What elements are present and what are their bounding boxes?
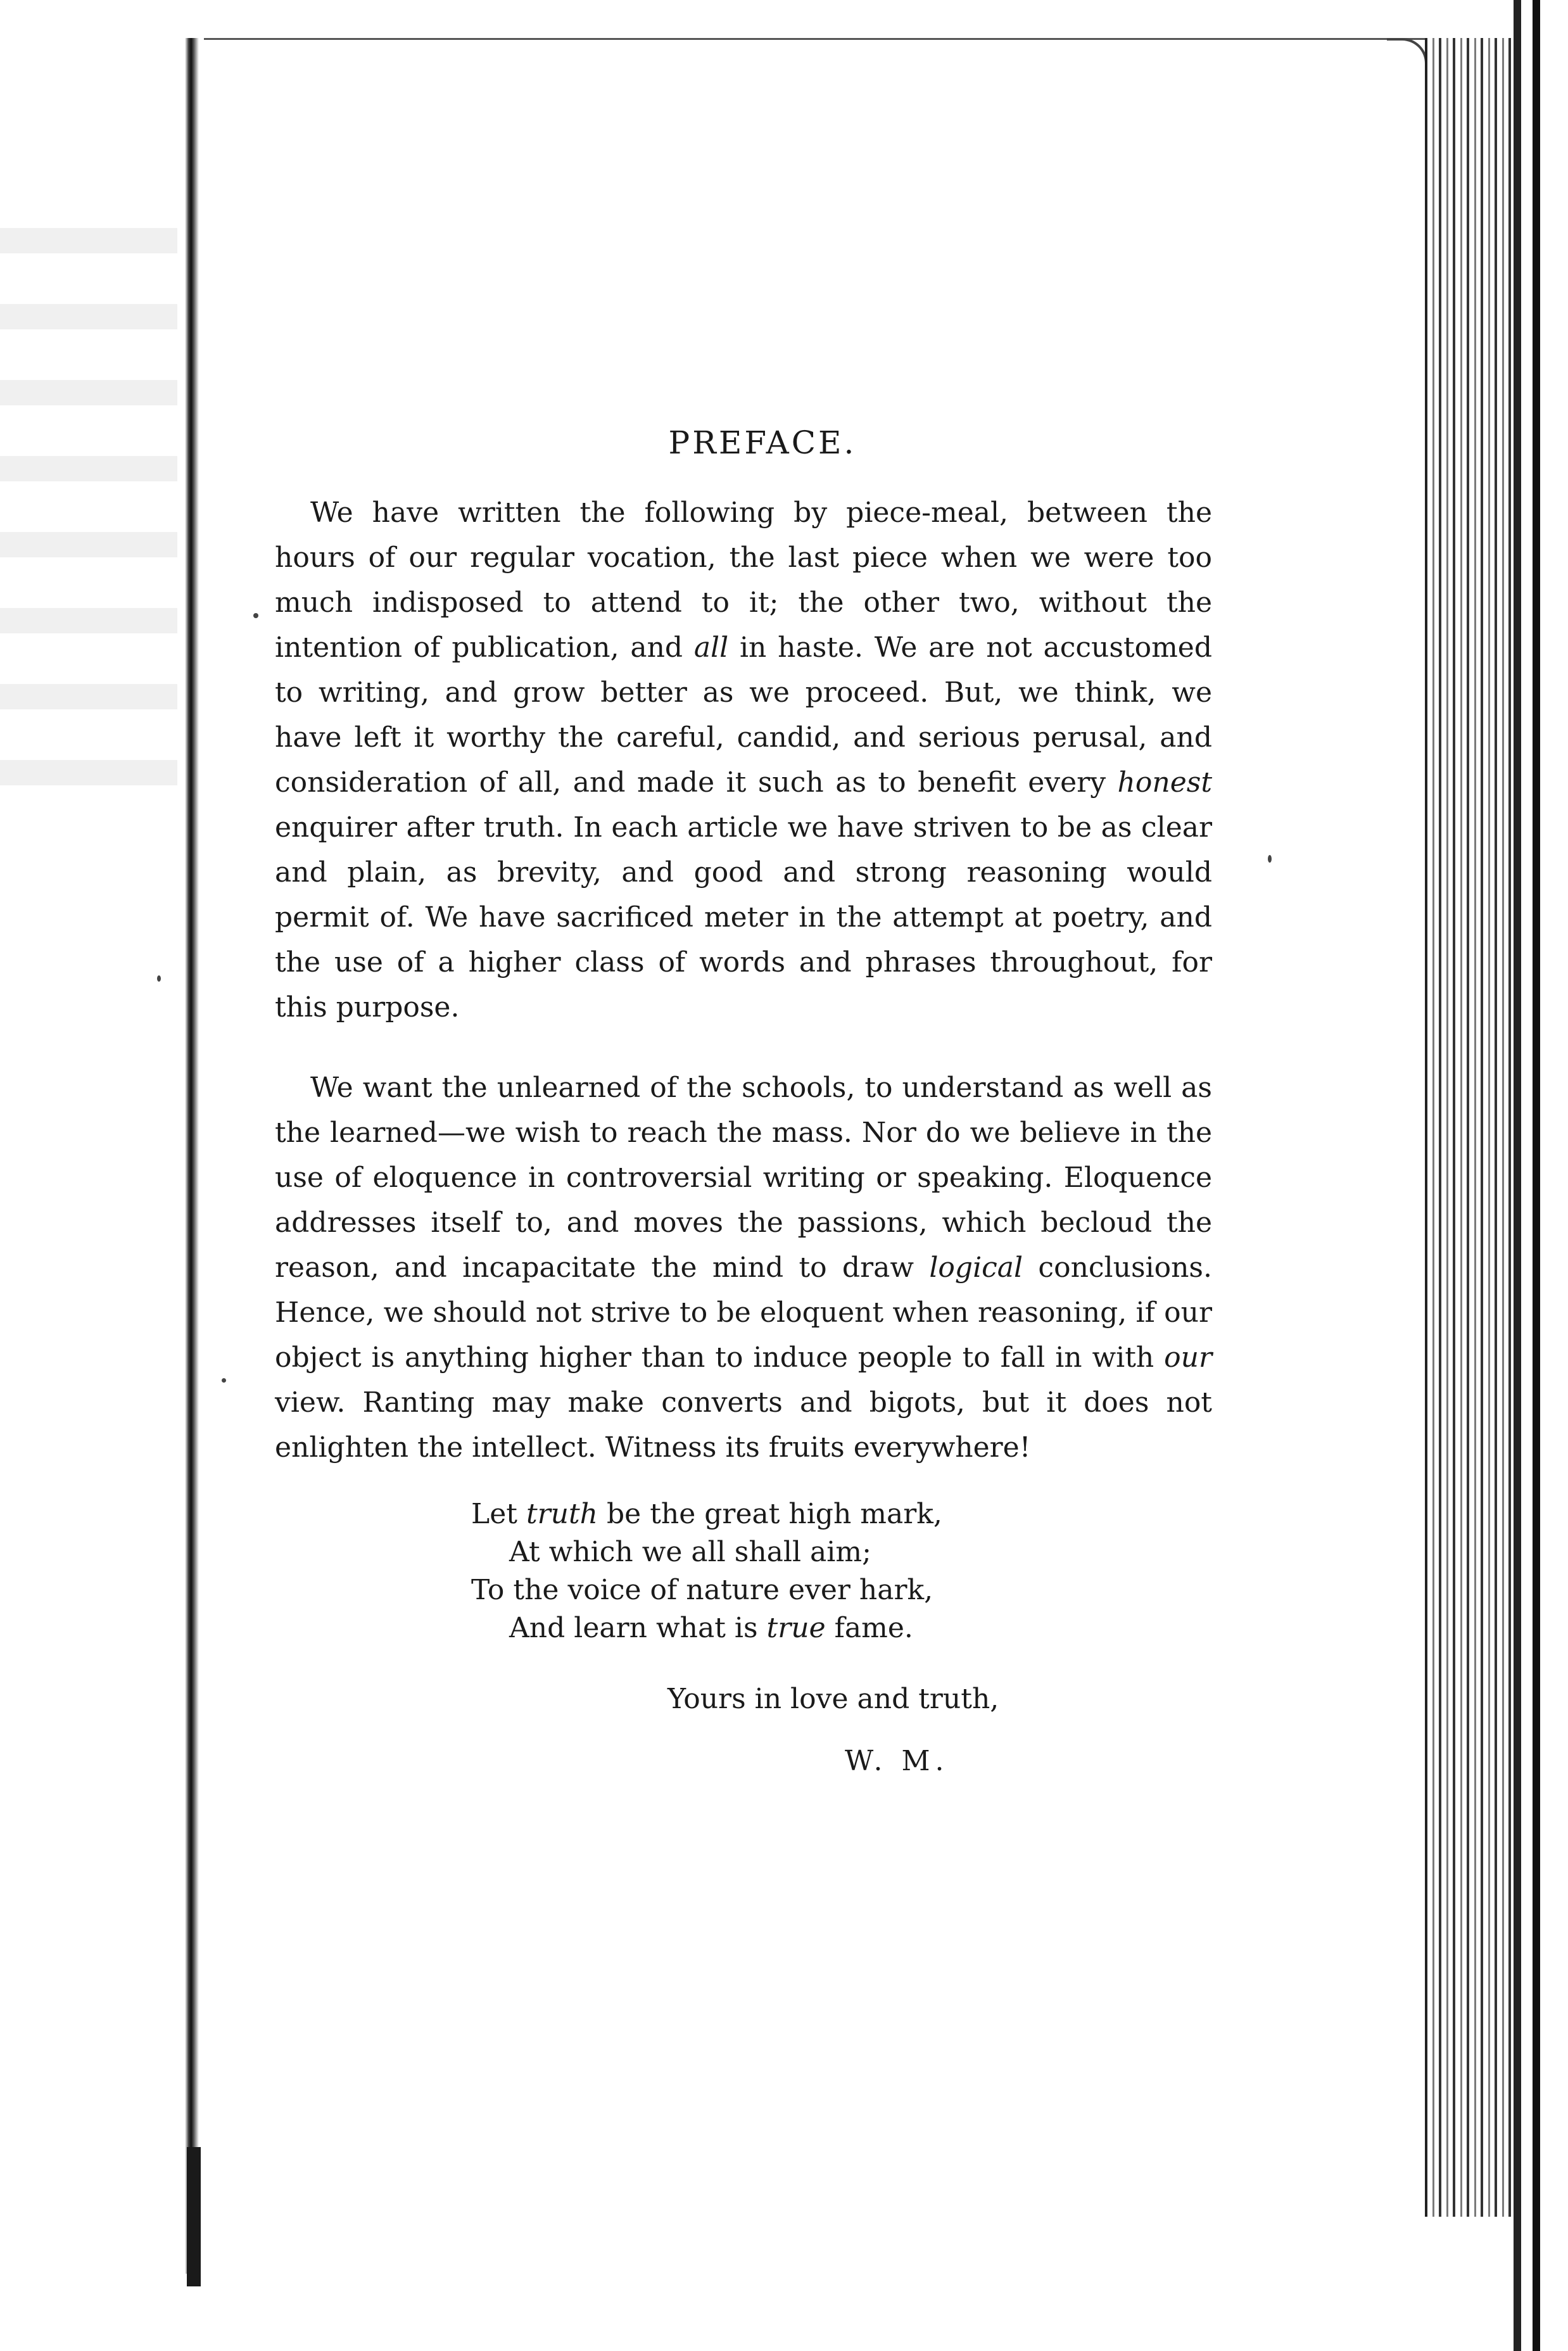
verse-line-4: And learn what is true fame. [509, 1612, 913, 1644]
binding-gutter [185, 38, 204, 2274]
book-cover-edge [1514, 0, 1568, 2351]
italic-emphasis: honest [1117, 766, 1212, 799]
signature: W. M. [845, 1745, 949, 1777]
page-edge-stack [1425, 38, 1516, 2217]
ink-speck [157, 975, 161, 982]
preface-paragraph-2: We want the unlearned of the schools, to understand as well as the learned—we wish to reach the mass. Nor do we believe in the use of eloquence in controversial writing or speaking. Eloquence addresses itself to, and moves the passions, which becloud the reason, and incapacitate the mind to draw logical conclusions. Hence, we should not strive to be eloquent when reasoning, if our object is anything higher than to induce people to fall in with our view. Ranting may make converts and bigots, but it does not enlighten the intellect. Witness its fruits everywhere! [275, 1072, 1213, 1464]
page-title: PREFACE. [668, 424, 857, 461]
preface-paragraph-1: We have written the following by piece-meal, between the hours of our regular vocation, the last piece when we were too much indisposed to attend to it; the other two, without the intention of publication, and all in haste. We are not accustomed to writing, and grow better as we proceed. But, we think, we have left it worthy the careful, candid, and serious perusal, and consideration of all, and made it such as to benefit every honest enquirer after truth. In each article we have striven to be as clear and plain, as brevity, and good and strong reasoning would permit of. We have sacrificed meter in the attempt at poetry, and the use of a higher class of words and phrases throughout, for this purpose. [275, 497, 1213, 1023]
preface-text [275, 424, 1212, 1777]
ink-speck [253, 613, 258, 618]
italic-emphasis: truth [526, 1498, 598, 1530]
ink-speck [1268, 855, 1272, 863]
verse-line-2: At which we all shall aim; [509, 1536, 871, 1568]
italic-emphasis: logical [929, 1252, 1023, 1284]
verse-line-1: Let truth be the great high mark, [471, 1498, 942, 1530]
closing-line: Yours in love and truth, [667, 1683, 999, 1715]
binding-gutter-foot [187, 2147, 201, 2286]
italic-emphasis: all [693, 631, 729, 664]
verse-line-3: To the voice of nature ever hark, [471, 1574, 933, 1606]
ink-speck [222, 1378, 226, 1383]
italic-emphasis: our [1164, 1341, 1212, 1374]
italic-emphasis: true [766, 1612, 826, 1644]
verse [471, 1495, 1212, 1647]
previous-page-bleed [0, 228, 177, 798]
